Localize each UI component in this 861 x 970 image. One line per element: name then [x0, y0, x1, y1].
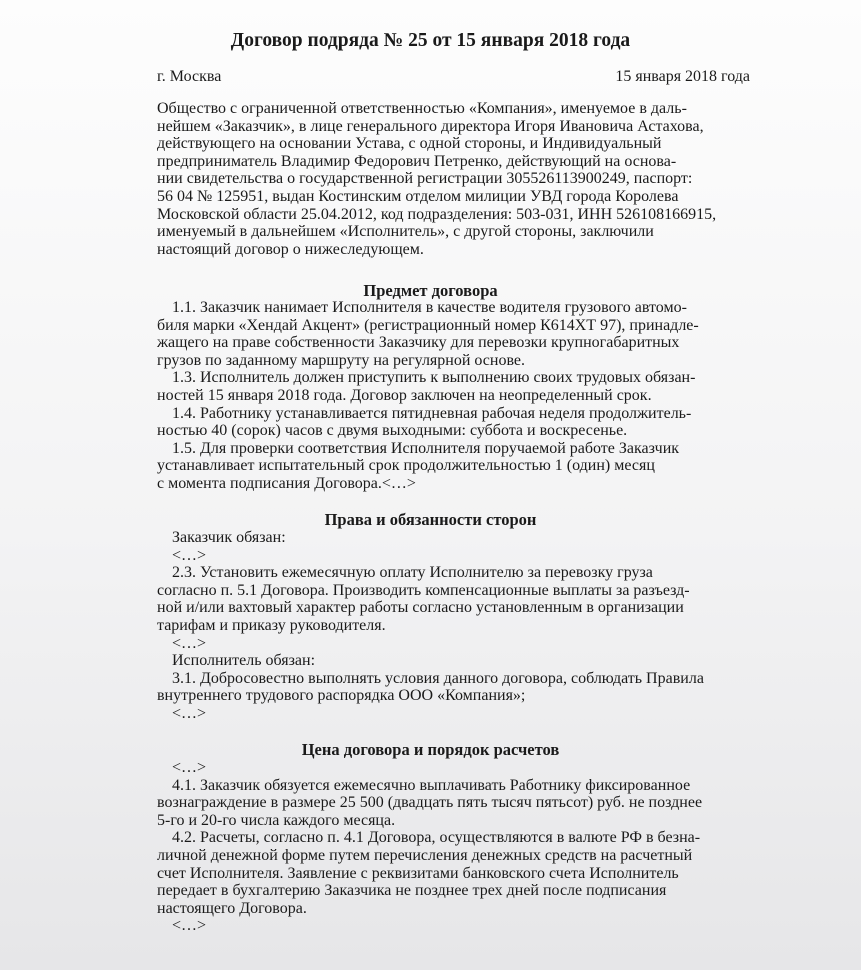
- section-subject-body: [157, 299, 757, 493]
- clause-line: 4.2. Расчеты, согласно п. 4.1 Договора, осуществляются в валюте РФ в безна-: [172, 829, 701, 847]
- clause-line: передает в бухгалтерию Заказчика не позднее трех дней после подписания: [157, 882, 667, 900]
- clause-line: ностью 40 (сорок) часов с двумя выходными: суббота и воскресенье.: [157, 422, 628, 440]
- clause-line: ностей 15 января 2018 года. Договор заключен на неопределенный срок.: [157, 386, 652, 404]
- section-heading-subject: Предмет договора: [363, 281, 498, 300]
- preamble-line: Общество с ограниченной ответственностью «Компания», именуемое в даль-: [157, 100, 687, 117]
- clause-line: 3.1. Добросовестно выполнять условия данного договора, соблюдать Правила: [172, 669, 704, 687]
- preamble-line: настоящий договор о нижеследующем.: [157, 240, 424, 258]
- clause-line: жащего на праве собственности Заказчику для перевозки крупногабаритных: [157, 334, 680, 352]
- clause-line: 1.4. Работнику устанавливается пятидневная рабочая неделя продолжитель-: [172, 404, 692, 422]
- clause-line: устанавливает испытательный срок продолжительностью 1 (один) месяц: [157, 457, 655, 475]
- clause-line: 1.5. Для проверки соответствия Исполнителя поручаемой работе Заказчик: [172, 439, 680, 457]
- clause-line: Исполнитель обязан:: [172, 652, 316, 670]
- preamble-line: нейшем «Заказчик», в лице генерального директора Игоря Ивановича Астахова,: [157, 117, 704, 135]
- document-title: Договор подряда № 25 от 15 января 2018 года: [230, 30, 631, 51]
- clause-line: 2.3. Установить ежемесячную оплату Исполнителю за перевозку груза: [172, 564, 653, 582]
- clause-line: настоящего Договора.: [157, 899, 307, 917]
- preamble-line: 56 04 № 125951, выдан Костинским отделом милиции УВД города Королева: [157, 187, 679, 205]
- preamble-paragraph: [157, 100, 757, 258]
- clause-line: <…>: [172, 759, 207, 776]
- clause-line: <…>: [172, 546, 207, 564]
- clause-line: Заказчик обязан:: [172, 529, 286, 546]
- clause-line: тарифам и приказу руководителя.: [157, 616, 386, 634]
- clause-line: согласно п. 5.1 Договора. Производить компенсационные выплаты за разъезд-: [157, 581, 690, 599]
- preamble-line: именуемый в дальнейшем «Исполнитель», с другой стороны, заключили: [157, 223, 654, 241]
- section-heading-rights: Права и обязанности сторон: [324, 510, 537, 529]
- clause-line: вознаграждение в размере 25 500 (двадцать пять тысяч пятьсот) руб. не позднее: [157, 794, 703, 812]
- clause-line: счет Исполнителя. Заявление с реквизитами банковского счета Исполнитель: [157, 864, 679, 882]
- clause-line: 1.1. Заказчик нанимает Исполнителя в качестве водителя грузового автомо-: [172, 299, 687, 316]
- clause-line: с момента подписания Договора.<…>: [157, 474, 416, 492]
- clause-line: личной денежной форме путем перечисления денежных средств на расчетный: [157, 846, 693, 864]
- preamble-line: Московской области 25.04.2012, код подразделения: 503-031, ИНН 526108166915,: [157, 205, 717, 223]
- preamble-line: нии свидетельства о государственной регистрации 305526113900249, паспорт:: [157, 170, 693, 188]
- clause-line: ной и/или вахтовый характер работы согласно установленным в организации: [157, 599, 684, 617]
- section-rights-body: [157, 529, 757, 723]
- clause-line: грузов по заданному маршруту на регулярной основе.: [157, 351, 526, 369]
- clause-line: <…>: [172, 634, 207, 652]
- clause-line: <…>: [172, 917, 207, 935]
- preamble-line: действующего на основании Устава, с одной стороны, и Индивидуальный: [157, 135, 662, 153]
- preamble-line: предприниматель Владимир Федорович Петренко, действующий на основа-: [157, 152, 677, 170]
- clause-line: <…>: [172, 704, 207, 722]
- document-date: 15 января 2018 года: [615, 68, 750, 85]
- clause-line: 4.1. Заказчик обязуется ежемесячно выплачивать Работнику фиксированное: [172, 776, 691, 794]
- section-heading-price: Цена договора и порядок расчетов: [301, 740, 560, 759]
- document-city: г. Москва: [157, 68, 222, 85]
- clause-line: 1.3. Исполнитель должен приступить к выполнению своих трудовых обязан-: [172, 369, 696, 387]
- section-price-body: [157, 759, 757, 935]
- clause-line: биля марки «Хендай Акцент» (регистрационный номер К614ХТ 97), принадле-: [157, 316, 699, 334]
- clause-line: 5-го и 20-го числа каждого месяца.: [157, 811, 396, 829]
- clause-line: внутреннего трудового распорядка ООО «Компания»;: [157, 687, 526, 705]
